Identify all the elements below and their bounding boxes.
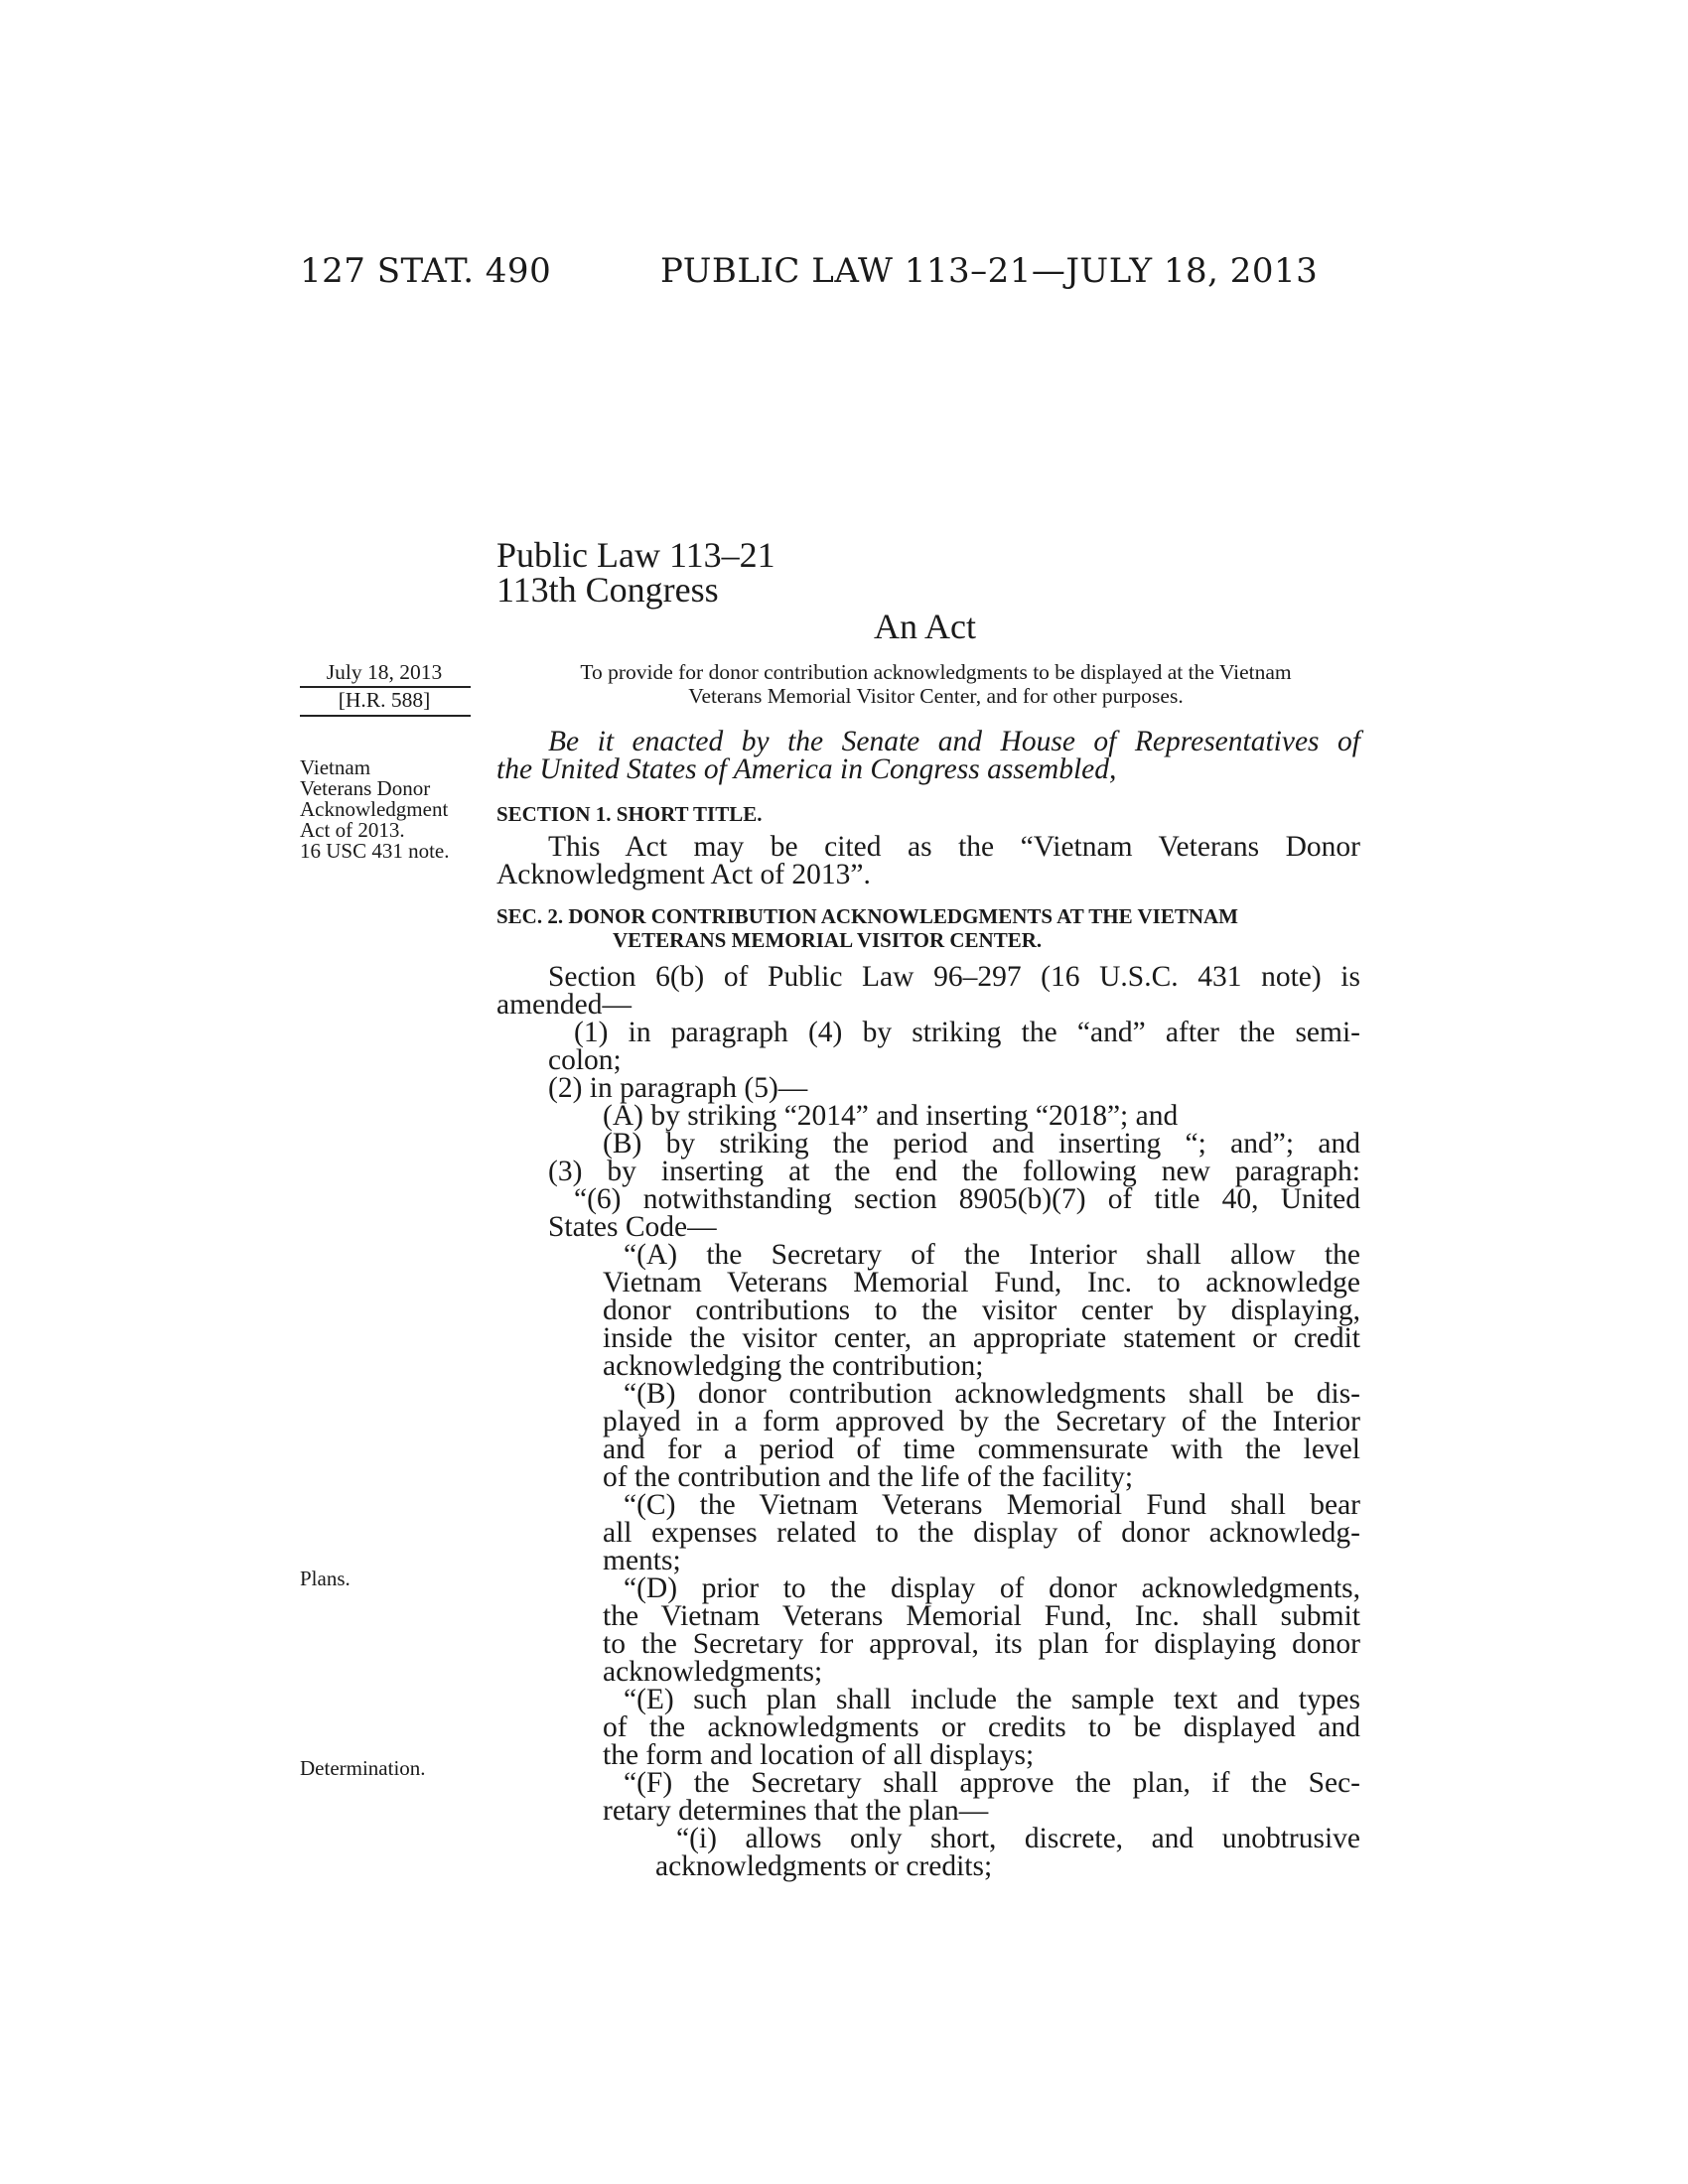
margin-note-plans: Plans. bbox=[300, 1567, 351, 1590]
purpose-line: Veterans Memorial Visitor Center, and for other purposes. bbox=[688, 684, 1184, 708]
body-line: amended— bbox=[496, 989, 632, 1021]
body-line: donor contributions to the visitor center by displaying, bbox=[603, 1295, 1360, 1326]
section-1-body bbox=[496, 833, 1360, 888]
margin-note-line: Veterans Donor bbox=[300, 776, 431, 800]
body-line: of the acknowledgments or credits to be displayed and bbox=[603, 1711, 1360, 1743]
body-line: “(C) the Vietnam Veterans Memorial Fund shall bear bbox=[624, 1489, 1360, 1521]
margin-note-short-title bbox=[300, 757, 479, 862]
body-line: acknowledgments; bbox=[603, 1656, 823, 1688]
margin-note-line: Vietnam bbox=[300, 755, 371, 779]
body-line: “(A) the Secretary of the Interior shall allow the bbox=[624, 1239, 1360, 1271]
body-line: the form and location of all displays; bbox=[603, 1739, 1035, 1771]
body-line: (B) by striking the period and inserting “; and”; and bbox=[603, 1128, 1360, 1160]
body-line: “(6) notwithstanding section 8905(b)(7) of title 40, United bbox=[574, 1183, 1360, 1215]
body-line: Acknowledgment Act of 2013”. bbox=[496, 859, 871, 890]
body-line: “(F) the Secretary shall approve the plan, if the Sec- bbox=[624, 1767, 1360, 1799]
heading-line: VETERANS MEMORIAL VISITOR CENTER. bbox=[613, 928, 1043, 952]
purpose-line: To provide for donor contribution acknowledgments to be displayed at the Vietnam bbox=[580, 660, 1292, 684]
body-line: (1) in paragraph (4) by striking the “and” after the semi- bbox=[574, 1017, 1360, 1048]
margin-rule-bottom bbox=[300, 715, 471, 717]
body-line: “(B) donor contribution acknowledgments shall be dis- bbox=[624, 1378, 1360, 1410]
margin-note-line: Act of 2013. bbox=[300, 818, 405, 842]
body-line: acknowledging the contribution; bbox=[603, 1350, 984, 1382]
enacting-line: Be it enacted by the Senate and House of Representatives of bbox=[548, 726, 1360, 757]
enacting-clause bbox=[496, 728, 1360, 783]
body-line: “(i) allows only short, discrete, and unobtrusive bbox=[676, 1823, 1360, 1854]
body-line: retary determines that the plan— bbox=[603, 1795, 989, 1827]
congress-number: 113th Congress bbox=[496, 570, 719, 610]
body-line: to the Secretary for approval, its plan for displaying donor bbox=[603, 1628, 1360, 1660]
body-line: the Vietnam Veterans Memorial Fund, Inc. shall submit bbox=[603, 1600, 1360, 1632]
section-2-heading bbox=[496, 904, 1360, 952]
margin-note-determination: Determination. bbox=[300, 1756, 426, 1780]
body-line: ments; bbox=[603, 1545, 681, 1576]
section-1-heading: SECTION 1. SHORT TITLE. bbox=[496, 802, 763, 826]
body-line: of the contribution and the life of the facility; bbox=[603, 1461, 1134, 1493]
body-line: inside the visitor center, an appropriate statement or credit bbox=[603, 1322, 1360, 1354]
section-2-body bbox=[496, 963, 1360, 1880]
body-line: played in a form approved by the Secretary of the Interior bbox=[603, 1406, 1360, 1437]
body-line: Section 6(b) of Public Law 96–297 (16 U.S.C. 431 note) is bbox=[548, 961, 1360, 993]
body-line: and for a period of time commensurate with the level bbox=[603, 1433, 1360, 1465]
bill-number: [H.R. 588] bbox=[338, 688, 431, 712]
body-line: (A) by striking “2014” and inserting “2018”; and bbox=[603, 1100, 1179, 1132]
body-line: colon; bbox=[548, 1044, 622, 1076]
body-line: (3) by inserting at the end the following new paragraph: bbox=[548, 1156, 1360, 1187]
body-line: Vietnam Veterans Memorial Fund, Inc. to acknowledge bbox=[603, 1267, 1360, 1298]
body-line: “(E) such plan shall include the sample text and types bbox=[624, 1684, 1360, 1715]
enacting-line: the United States of America in Congress assembled, bbox=[496, 753, 1117, 785]
margin-note-line: 16 USC 431 note. bbox=[300, 839, 450, 863]
law-number: Public Law 113–21 bbox=[496, 535, 775, 575]
an-act-heading: An Act bbox=[874, 607, 976, 646]
enactment-date: July 18, 2013 bbox=[326, 660, 443, 684]
body-line: “(D) prior to the display of donor acknowledgments, bbox=[624, 1572, 1360, 1604]
page-stat-citation: 127 STAT. 490 bbox=[300, 251, 552, 291]
running-header: PUBLIC LAW 113–21—JULY 18, 2013 bbox=[660, 251, 1319, 291]
body-line: acknowledgments or credits; bbox=[655, 1850, 993, 1882]
body-line: States Code— bbox=[548, 1211, 717, 1243]
heading-line: SEC. 2. DONOR CONTRIBUTION ACKNOWLEDGMENTS AT THE VIETNAM bbox=[496, 904, 1238, 928]
body-line: This Act may be cited as the “Vietnam Veterans Donor bbox=[548, 831, 1360, 863]
margin-note-line: Acknowledgment bbox=[300, 797, 449, 821]
act-purpose bbox=[496, 660, 1375, 708]
body-line: (2) in paragraph (5)— bbox=[548, 1072, 808, 1104]
body-line: all expenses related to the display of donor acknowledg- bbox=[603, 1517, 1360, 1549]
